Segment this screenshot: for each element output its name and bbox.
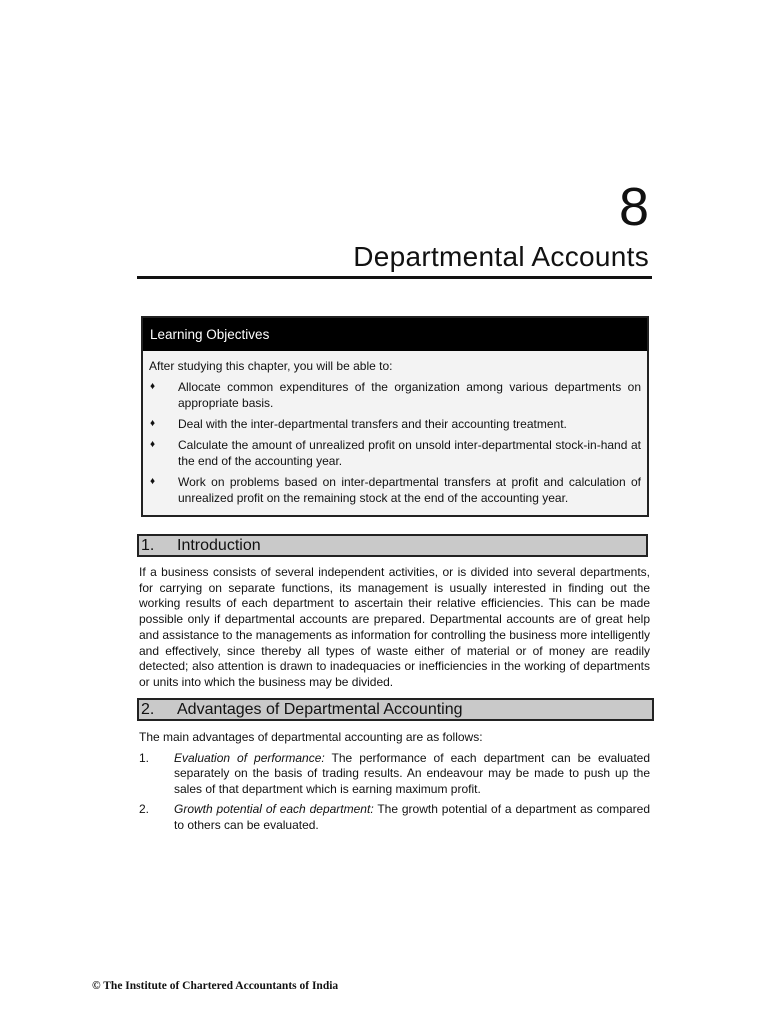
list-item-number: 1. xyxy=(139,750,150,765)
advantages-section-body xyxy=(139,730,650,837)
objective-item xyxy=(149,379,641,411)
list-item xyxy=(139,751,650,798)
advantages-intro: The main advantages of departmental accounting are as follows: xyxy=(139,730,483,744)
diamond-bullet-icon: ♦ xyxy=(150,418,156,429)
diamond-bullet-icon: ♦ xyxy=(150,381,156,392)
objective-item xyxy=(149,416,641,432)
list-item-description: The growth potential of a department as compared to others can be evaluated. xyxy=(174,801,650,832)
section-heading-advantages xyxy=(137,698,654,721)
section-number: 2. xyxy=(141,701,155,718)
objective-text: Deal with the inter-departmental transfers and their accounting treatment. xyxy=(178,417,567,431)
objective-text: Allocate common expenditures of the organization among various departments on appropriate basis. xyxy=(178,380,641,410)
objective-text: Calculate the amount of unrealized profit on unsold inter-departmental stock-in-hand at the end of the accounting year. xyxy=(178,438,641,468)
diamond-bullet-icon: ♦ xyxy=(150,476,156,487)
title-divider xyxy=(137,276,652,279)
list-item-term: Evaluation of performance: xyxy=(174,750,325,765)
list-item-text xyxy=(174,802,650,833)
diamond-bullet-icon: ♦ xyxy=(150,439,156,450)
chapter-number: 8 xyxy=(618,177,649,237)
list-item xyxy=(139,802,650,833)
objective-text: Work on problems based on inter-departmental transfers at profit and calculation of unrealized profit on the remaining stock at the end of the accounting year. xyxy=(178,475,641,505)
learning-objectives-intro: After studying this chapter, you will be able to: xyxy=(149,359,393,373)
list-item-description: The performance of each department can be evaluated separately on the basis of trading results. An endeavour may be made to push up the sales of that department which is earning maximum profit. xyxy=(174,750,651,797)
learning-objectives-heading: Learning Objectives xyxy=(143,318,647,351)
list-item-text xyxy=(174,751,650,798)
section-title: Introduction xyxy=(177,537,261,554)
list-item-term: Growth potential of each department: xyxy=(174,801,374,816)
list-item-number: 2. xyxy=(139,801,150,816)
objective-item xyxy=(149,474,641,506)
learning-objectives-box xyxy=(141,316,649,517)
section-heading-introduction xyxy=(137,534,648,557)
objective-item xyxy=(149,437,641,469)
section-number: 1. xyxy=(141,537,155,554)
page-footer: © The Institute of Chartered Accountants of India xyxy=(92,980,339,992)
introduction-paragraph: If a business consists of several independent activities, or is divided into several departments, for carrying on separate functions, its management is usually interested in finding out the working results of each department to ascertain their relative efficiencies. This can be made possible only if departmental accounts are prepared. Departmental accounts are of great help and assistance to the managements as information for controlling the business more intelligently and effectively, since thereby all types of waste either of material or of money are readily detected; also attention is drawn to inadequacies or inefficiencies in the working of departments or units into which the business may be divided. xyxy=(139,565,650,689)
chapter-title: Departmental Accounts xyxy=(353,241,649,272)
section-title: Advantages of Departmental Accounting xyxy=(177,701,463,718)
